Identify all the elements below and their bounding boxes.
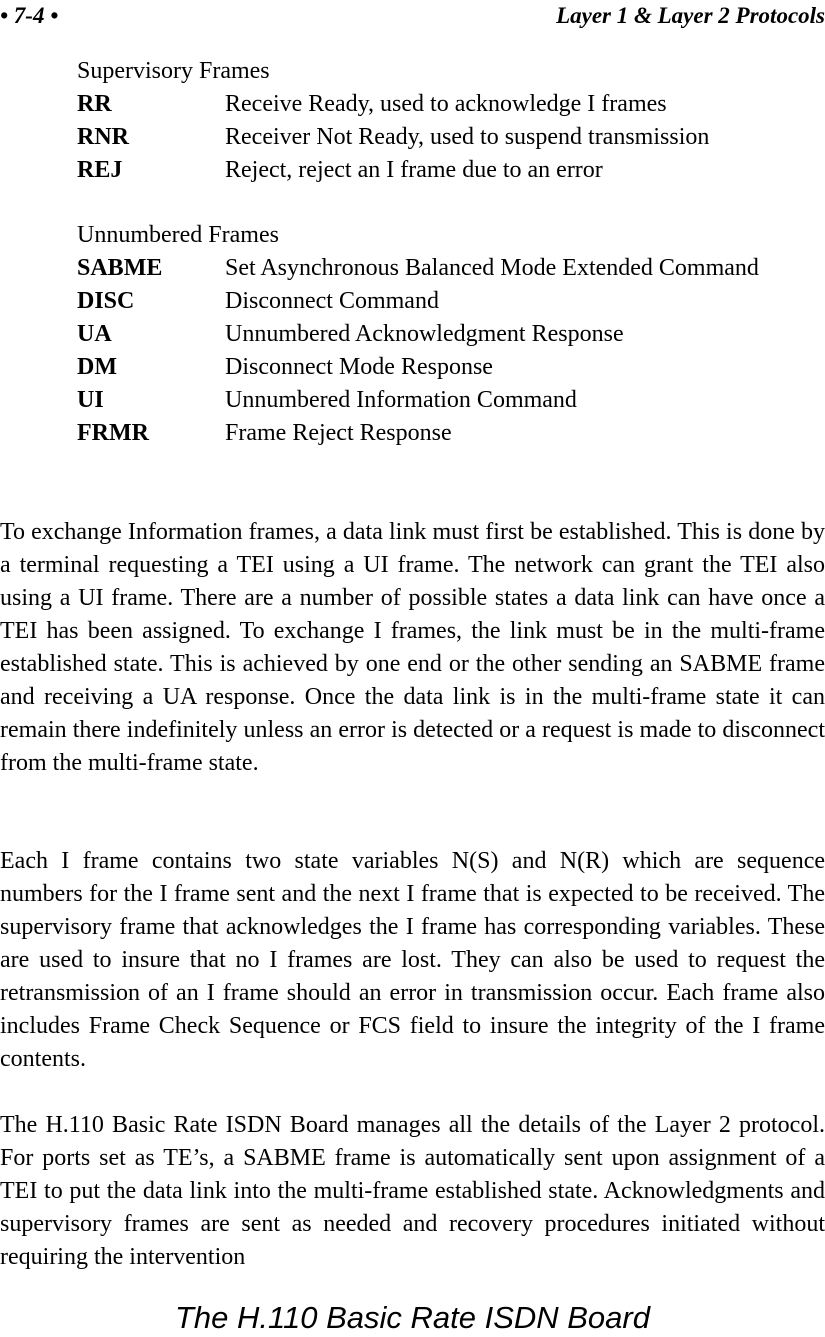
frame-code: RNR [77,124,129,150]
frame-definition-row [77,384,825,417]
frame-code: SABME [77,255,163,281]
supervisory-frames-section [77,55,825,187]
unnumbered-frames-heading: Unnumbered Frames [77,222,279,248]
frame-definition-row [77,417,825,450]
frame-code: UA [77,321,112,347]
page-header [0,3,825,33]
frame-code: FRMR [77,420,149,446]
frame-description: Receive Ready, used to acknowledge I frames [225,91,667,117]
body-paragraph: The H.110 Basic Rate ISDN Board manages all the details of the Layer 2 protocol. For ports set as TE’s, a SABME frame is automatically sent upon assignment of a TEI to put the data link into the multi-frame established state. Acknowledgments and supervisory frames are sent as needed and recovery procedures initiated without requiring the intervention [0,1112,825,1270]
frame-description: Reject, reject an I frame due to an error [225,157,603,183]
chapter-title: Layer 1 & Layer 2 Protocols [556,3,825,28]
frame-code: REJ [77,157,123,183]
body-paragraph: Each I frame contains two state variables N(S) and N(R) which are sequence numbers for the I frame sent and the next I frame that is expected to be received. The supervisory frame that acknowledges the I frame has corresponding variables. These are used to insure that no I frames are lost. They can also be used to request the retransmission of an I frame should an error in transmission occur. Each frame also includes Frame Check Sequence or FCS field to insure the integrity of the I frame contents. [0,848,825,1072]
frame-code: RR [77,91,112,117]
unnumbered-frames-section [77,219,825,450]
page-footer: The H.110 Basic Rate ISDN Board [175,1300,650,1335]
frame-description: Receiver Not Ready, used to suspend transmission [225,124,710,150]
page-number: • 7-4 • [0,3,59,28]
frame-description: Frame Reject Response [225,420,452,446]
frame-definition-row [77,154,825,187]
frame-definition-row [77,88,825,121]
frame-description: Unnumbered Acknowledgment Response [225,321,624,347]
frame-code: DISC [77,288,135,314]
frame-definition-row [77,318,825,351]
frame-code: UI [77,387,104,413]
frame-definition-row [77,351,825,384]
frame-code: DM [77,354,117,380]
supervisory-frames-heading: Supervisory Frames [77,58,270,84]
frame-definition-row [77,285,825,318]
frame-definition-row [77,121,825,154]
frame-description: Disconnect Mode Response [225,354,493,380]
frame-description: Unnumbered Information Command [225,387,577,413]
frame-definition-row [77,252,825,285]
frame-description: Set Asynchronous Balanced Mode Extended Command [225,255,759,281]
body-paragraph: To exchange Information frames, a data link must first be established. This is done by a terminal requesting a TEI using a UI frame. The network can grant the TEI also using a UI frame. There are a number of possible states a data link can have once a TEI has been assigned. To exchange I frames, the link must be in the multi-frame established state. This is achieved by one end or the other sending an SABME frame and receiving a UA response. Once the data link is in the multi-frame state it can remain there indefinitely unless an error is detected or a request is made to disconnect from the multi-frame state. [0,519,825,776]
frame-description: Disconnect Command [225,288,439,314]
